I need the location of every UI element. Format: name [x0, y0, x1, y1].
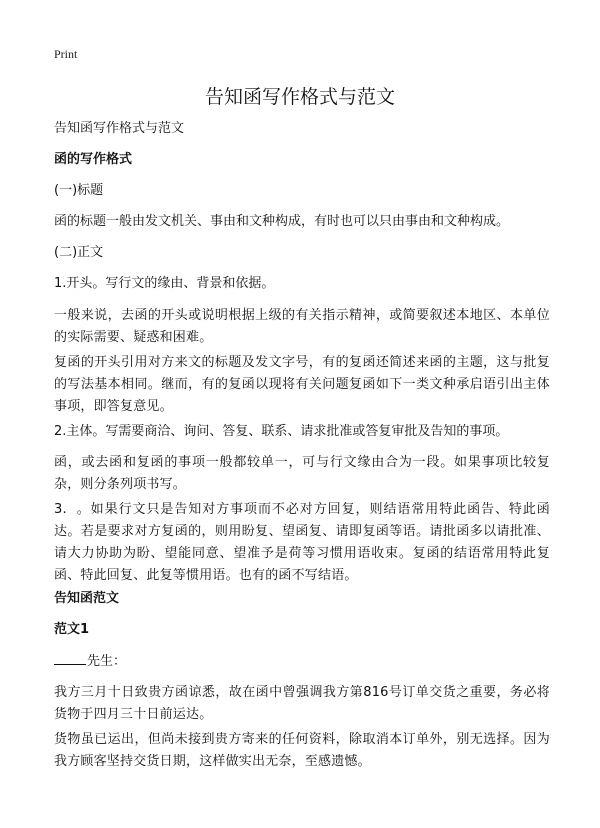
section-heading-samples: 告知函范文: [54, 591, 120, 606]
sample-1-heading: 范文1: [54, 622, 90, 637]
print-label: Print: [54, 47, 78, 61]
name-blank-line: [54, 650, 86, 665]
document-subtitle: 告知函写作格式与范文: [54, 121, 185, 136]
paragraph-sample-1: 我方三月十日致贵方函谅悉，故在函中曾强调我方第816号订单交货之重要，务必将货物于四月三十日前运达。: [54, 685, 550, 722]
paragraph-opening: 1.开头。写行文的缘由、背景和依据。: [54, 276, 275, 291]
salutation-text: 先生：: [87, 654, 127, 669]
paragraph-general: 一般来说，去函的开头或说明根据上级的有关指示精神，或简要叙述本地区、本单位的实际需要、疑惑和困难。: [54, 308, 550, 345]
ending-text: 。如果行文只是告知对方事项而不必对方回复，则结语常用特此函告、特此函达。若是要求对方复函的，则用盼复、望函复、请即复函等语。请批函多以请批准、请大力协助为盼、望能同意、望准予是荷等习惯用语收束。复函的结语常用特此复函、特此回复、此复等惯用语。也有的函不写结语。: [54, 502, 550, 583]
subsection-heading-body: (二)正文: [54, 245, 104, 260]
paragraph-title-description: 函的标题一般由发文机关、事由和文种构成，有时也可以只由事由和文种构成。: [54, 214, 510, 229]
ending-number: 3.: [54, 502, 67, 517]
salutation: [54, 650, 554, 673]
paragraph-body: 2.主体。写需要商洽、询问、答复、联系、请求批准或答复审批及告知的事项。: [54, 424, 509, 439]
paragraph-single-matter: 函，或去函和复函的事项一般都较单一，可与行文缘由合为一段。如果事项比较复杂，则分条列项书写。: [54, 455, 550, 492]
paragraph-sample-2: 货物虽已运出，但尚未接到贵方寄来的任何资料，除取消本订单外，别无选择。因为我方顾客坚持交货日期，这样做实出无奈，至感遗憾。: [54, 732, 550, 769]
paragraph-ending: [54, 499, 550, 587]
paragraph-reply: 复函的开头引用对方来文的标题及发文字号，有的复函还简述来函的主题，这与批复的写法基本相同。继而，有的复函以现将有关问题复函如下一类文种承启语引出主体事项，即答复意见。: [54, 355, 550, 414]
subsection-heading-title: (一)标题: [54, 183, 104, 198]
document-title: 告知函写作格式与范文: [204, 86, 395, 108]
section-heading-format: 函的写作格式: [54, 152, 133, 167]
